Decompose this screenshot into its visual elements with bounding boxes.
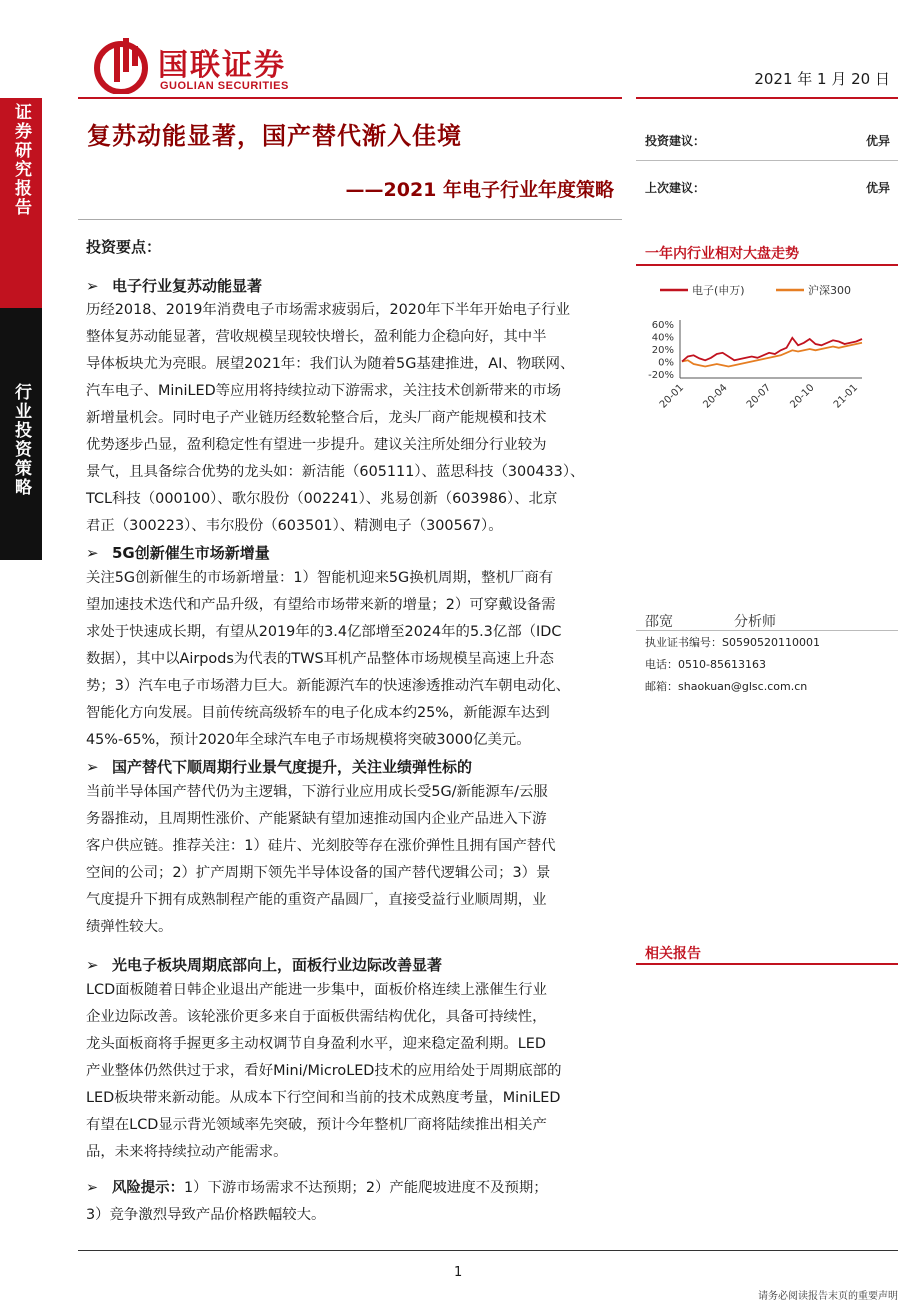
analyst-email-value[interactable]: shaokuan@glsc.com.cn	[678, 680, 808, 693]
analyst-cert-label: 执业证书编号：	[645, 636, 722, 649]
report-title: 复苏动能显著，国产替代渐入佳境	[87, 122, 462, 150]
s2-line: 求处于快速成长期，有望从2019年的3.4亿部增至2024年的5.3亿部（IDC	[86, 624, 562, 640]
report-date: 2021 年 1 月 20 日	[754, 70, 890, 88]
logo-mark-icon	[92, 36, 150, 94]
s1-line: 景气，且具备综合优势的龙头如：新洁能（605111）、蓝思科技（300433）、	[86, 464, 585, 480]
s4-line: LCD面板随着日韩企业退出产能进一步集中，面板价格连续上涨催生行业	[86, 982, 547, 998]
s1-line: 君正（300223）、韦尔股份（603501）、精测电子（300567）。	[86, 518, 503, 534]
rating-current-label: 投资建议：	[645, 134, 706, 148]
s1-line: 新增量机会。同时电子产业链历经数轮整合后，龙头厂商产能规模和技术	[86, 410, 547, 426]
x-tick-label: 20-01	[657, 382, 687, 411]
trend-heading-underline	[636, 264, 898, 266]
page-number: 1	[454, 1265, 463, 1280]
footer-disclaimer: 请务必阅读报告末页的重要声明	[758, 1291, 898, 1302]
related-reports-underline	[636, 963, 898, 965]
analyst-email-label: 邮箱：	[645, 680, 678, 693]
company-logo	[92, 36, 342, 100]
s1-line: 导体板块尤为亮眼。展望2021年：我们认为随着5G基建推进，AI、物联网、	[86, 356, 575, 372]
analyst-phone-label: 电话：	[645, 658, 678, 671]
section-1-body	[86, 297, 618, 540]
y-tick-label: 0%	[658, 357, 674, 369]
analyst-cert	[645, 634, 820, 650]
x-tick-label: 21-01	[831, 382, 861, 411]
section-2-body	[86, 565, 618, 754]
section-4-title: 光电子板块周期底部向上，面板行业边际改善显著	[112, 956, 443, 974]
analyst-role: 分析师	[734, 614, 776, 630]
bullet-arrow-icon: ➢	[86, 1180, 99, 1196]
s4-line: 品，未来将持续拉动产能需求。	[86, 1144, 288, 1160]
s3-line: 当前半导体国产替代仍为主逻辑，下游行业应用成长受5G/新能源车/云服	[86, 784, 548, 800]
y-tick-label: 40%	[651, 332, 674, 344]
section-3-body	[86, 779, 618, 941]
chart-legend	[660, 283, 851, 297]
trend-heading: 一年内行业相对大盘走势	[645, 246, 799, 262]
s2-line: 望加速技术迭代和产品升级，有望给市场带来新的增量；2）可穿戴设备需	[86, 597, 556, 613]
s1-line: 整体复苏动能显著，营收规模呈现较快增长，盈利能力企稳向好，其中半	[86, 329, 547, 345]
header-divider-right	[636, 97, 898, 99]
analyst-name: 邵宽	[645, 614, 673, 630]
x-tick-label: 20-10	[788, 382, 817, 411]
relative-performance-chart	[636, 272, 898, 422]
s4-line: 产业整体仍然供过于求，看好Mini/MicroLED技术的应用给处于周期底部的	[86, 1063, 562, 1079]
bullet-arrow-icon: ➢	[86, 758, 99, 776]
legend-label-csi300: 沪深300	[808, 284, 851, 297]
y-tick-label: 20%	[651, 345, 674, 356]
chart-y-axis	[648, 320, 680, 381]
s1-line: 汽车电子、MiniLED等应用将持续拉动下游需求，关注技术创新带来的市场	[86, 383, 562, 399]
title-divider	[78, 219, 622, 220]
analyst-phone	[645, 656, 766, 672]
s4-line: LED板块带来新动能。从成本下行空间和当前的技术成熟度考量，MiniLED	[86, 1090, 561, 1106]
rating-previous-label: 上次建议：	[645, 181, 706, 195]
section-2-title: 5G创新催生市场新增量	[112, 544, 270, 562]
bullet-arrow-icon: ➢	[86, 956, 99, 974]
logo-text-en: GUOLIAN SECURITIES	[160, 80, 289, 92]
section-2-heading	[86, 542, 270, 563]
analyst-email	[645, 678, 807, 694]
related-reports-heading: 相关报告	[645, 946, 701, 962]
section-3-title: 国产替代下顺周期行业景气度提升，关注业绩弹性标的	[112, 758, 473, 776]
section-1-title: 电子行业复苏动能显著	[112, 277, 263, 295]
rating-previous	[645, 179, 890, 196]
risk-label: 风险提示：	[112, 1180, 184, 1196]
series-line-csi300	[682, 343, 862, 367]
s4-line: 企业边际改善。该轮涨价更多来自于面板供需结构优化，具备可持续性，	[86, 1009, 547, 1025]
chart-x-axis	[658, 378, 862, 411]
s4-line: 龙头面板商将手握更多主动权调节自身盈利水平，迎来稳定盈利期。LED	[86, 1036, 546, 1052]
rating-current-value: 优异	[865, 134, 890, 148]
s2-line: 关注5G创新催生的市场新增量：1）智能机迎来5G换机周期，整机厂商有	[86, 570, 554, 586]
section-4-heading	[86, 954, 442, 975]
s1-line: 历经2018、2019年消费电子市场需求疲弱后，2020年下半年开始电子行业	[86, 302, 571, 318]
s1-line: TCL科技（000100）、歌尔股份（002241）、兆易创新（603986）、北京	[86, 491, 558, 507]
x-tick-label: 20-04	[701, 382, 730, 411]
rating-current	[645, 132, 890, 149]
s4-line: 有望在LCD显示背光领域率先突破，预计今年整机厂商将陆续推出相关产	[86, 1117, 547, 1133]
s3-line: 气度提升下拥有成熟制程产能的重资产晶圆厂，直接受益行业顺周期，业	[86, 892, 547, 908]
y-tick-label: 60%	[651, 320, 674, 331]
rating-divider	[636, 160, 898, 161]
sidebar-label-research-report: 证券研究报告	[11, 103, 31, 217]
s2-line: 数据），其中以Airpods为代表的TWS耳机产品整体市场规模呈高速上升态	[86, 651, 554, 667]
rating-previous-value: 优异	[865, 181, 890, 195]
bullet-arrow-icon: ➢	[86, 544, 99, 562]
section-1-heading	[86, 275, 262, 296]
logo-text-cn: 国联证券	[158, 48, 286, 83]
s2-line: 智能化方向发展。目前传统高级轿车的电子化成本约25%，新能源车达到	[86, 705, 550, 721]
analyst-cert-value: S0590520110001	[722, 636, 820, 649]
risk-section	[86, 1175, 618, 1229]
footer-divider	[78, 1250, 898, 1251]
x-tick-label: 20-07	[744, 382, 774, 411]
s3-line: 务器推动，且周期性涨价、产能紧缺有望加速推动国内企业产品进入下游	[86, 811, 547, 827]
s3-line: 客户供应链。推荐关注：1）硅片、光刻胶等存在涨价弹性且拥有国产替代	[86, 838, 556, 854]
risk-line-1	[86, 1175, 618, 1202]
y-tick-label: -20%	[648, 370, 674, 381]
s2-line: 势；3）汽车电子市场潜力巨大。新能源汽车的快速渗透推动汽车朝电动化、	[86, 678, 571, 694]
s3-line: 空间的公司；2）扩产周期下领先半导体设备的国产替代逻辑公司；3）景	[86, 865, 551, 881]
analyst-phone-value: 0510-85613163	[678, 658, 766, 671]
risk-line-2: 3）竞争激烈导致产品价格跌幅较大。	[86, 1207, 326, 1223]
s2-line: 45%-65%，预计2020年全球汽车电子市场规模将突破3000亿美元。	[86, 732, 531, 748]
report-subtitle: ——2021 年电子行业年度策略	[345, 179, 614, 201]
s3-line: 绩弹性较大。	[86, 919, 173, 935]
chart-series-group	[682, 338, 862, 367]
sidebar-label-industry-strategy: 行业投资策略	[11, 383, 31, 497]
legend-label-electronics: 电子(申万)	[692, 284, 745, 297]
section-3-heading	[86, 756, 472, 777]
analyst-divider	[636, 630, 898, 631]
s1-line: 优势逐步凸显，盈利稳定性有望进一步提升。建议关注所处细分行业较为	[86, 437, 547, 453]
section-4-body	[86, 977, 618, 1166]
header-divider	[78, 97, 622, 99]
key-points-heading: 投资要点：	[86, 238, 162, 256]
risk-text-1: 1）下游市场需求不达预期；2）产能爬坡进度不及预期；	[183, 1180, 548, 1196]
bullet-arrow-icon: ➢	[86, 277, 99, 295]
